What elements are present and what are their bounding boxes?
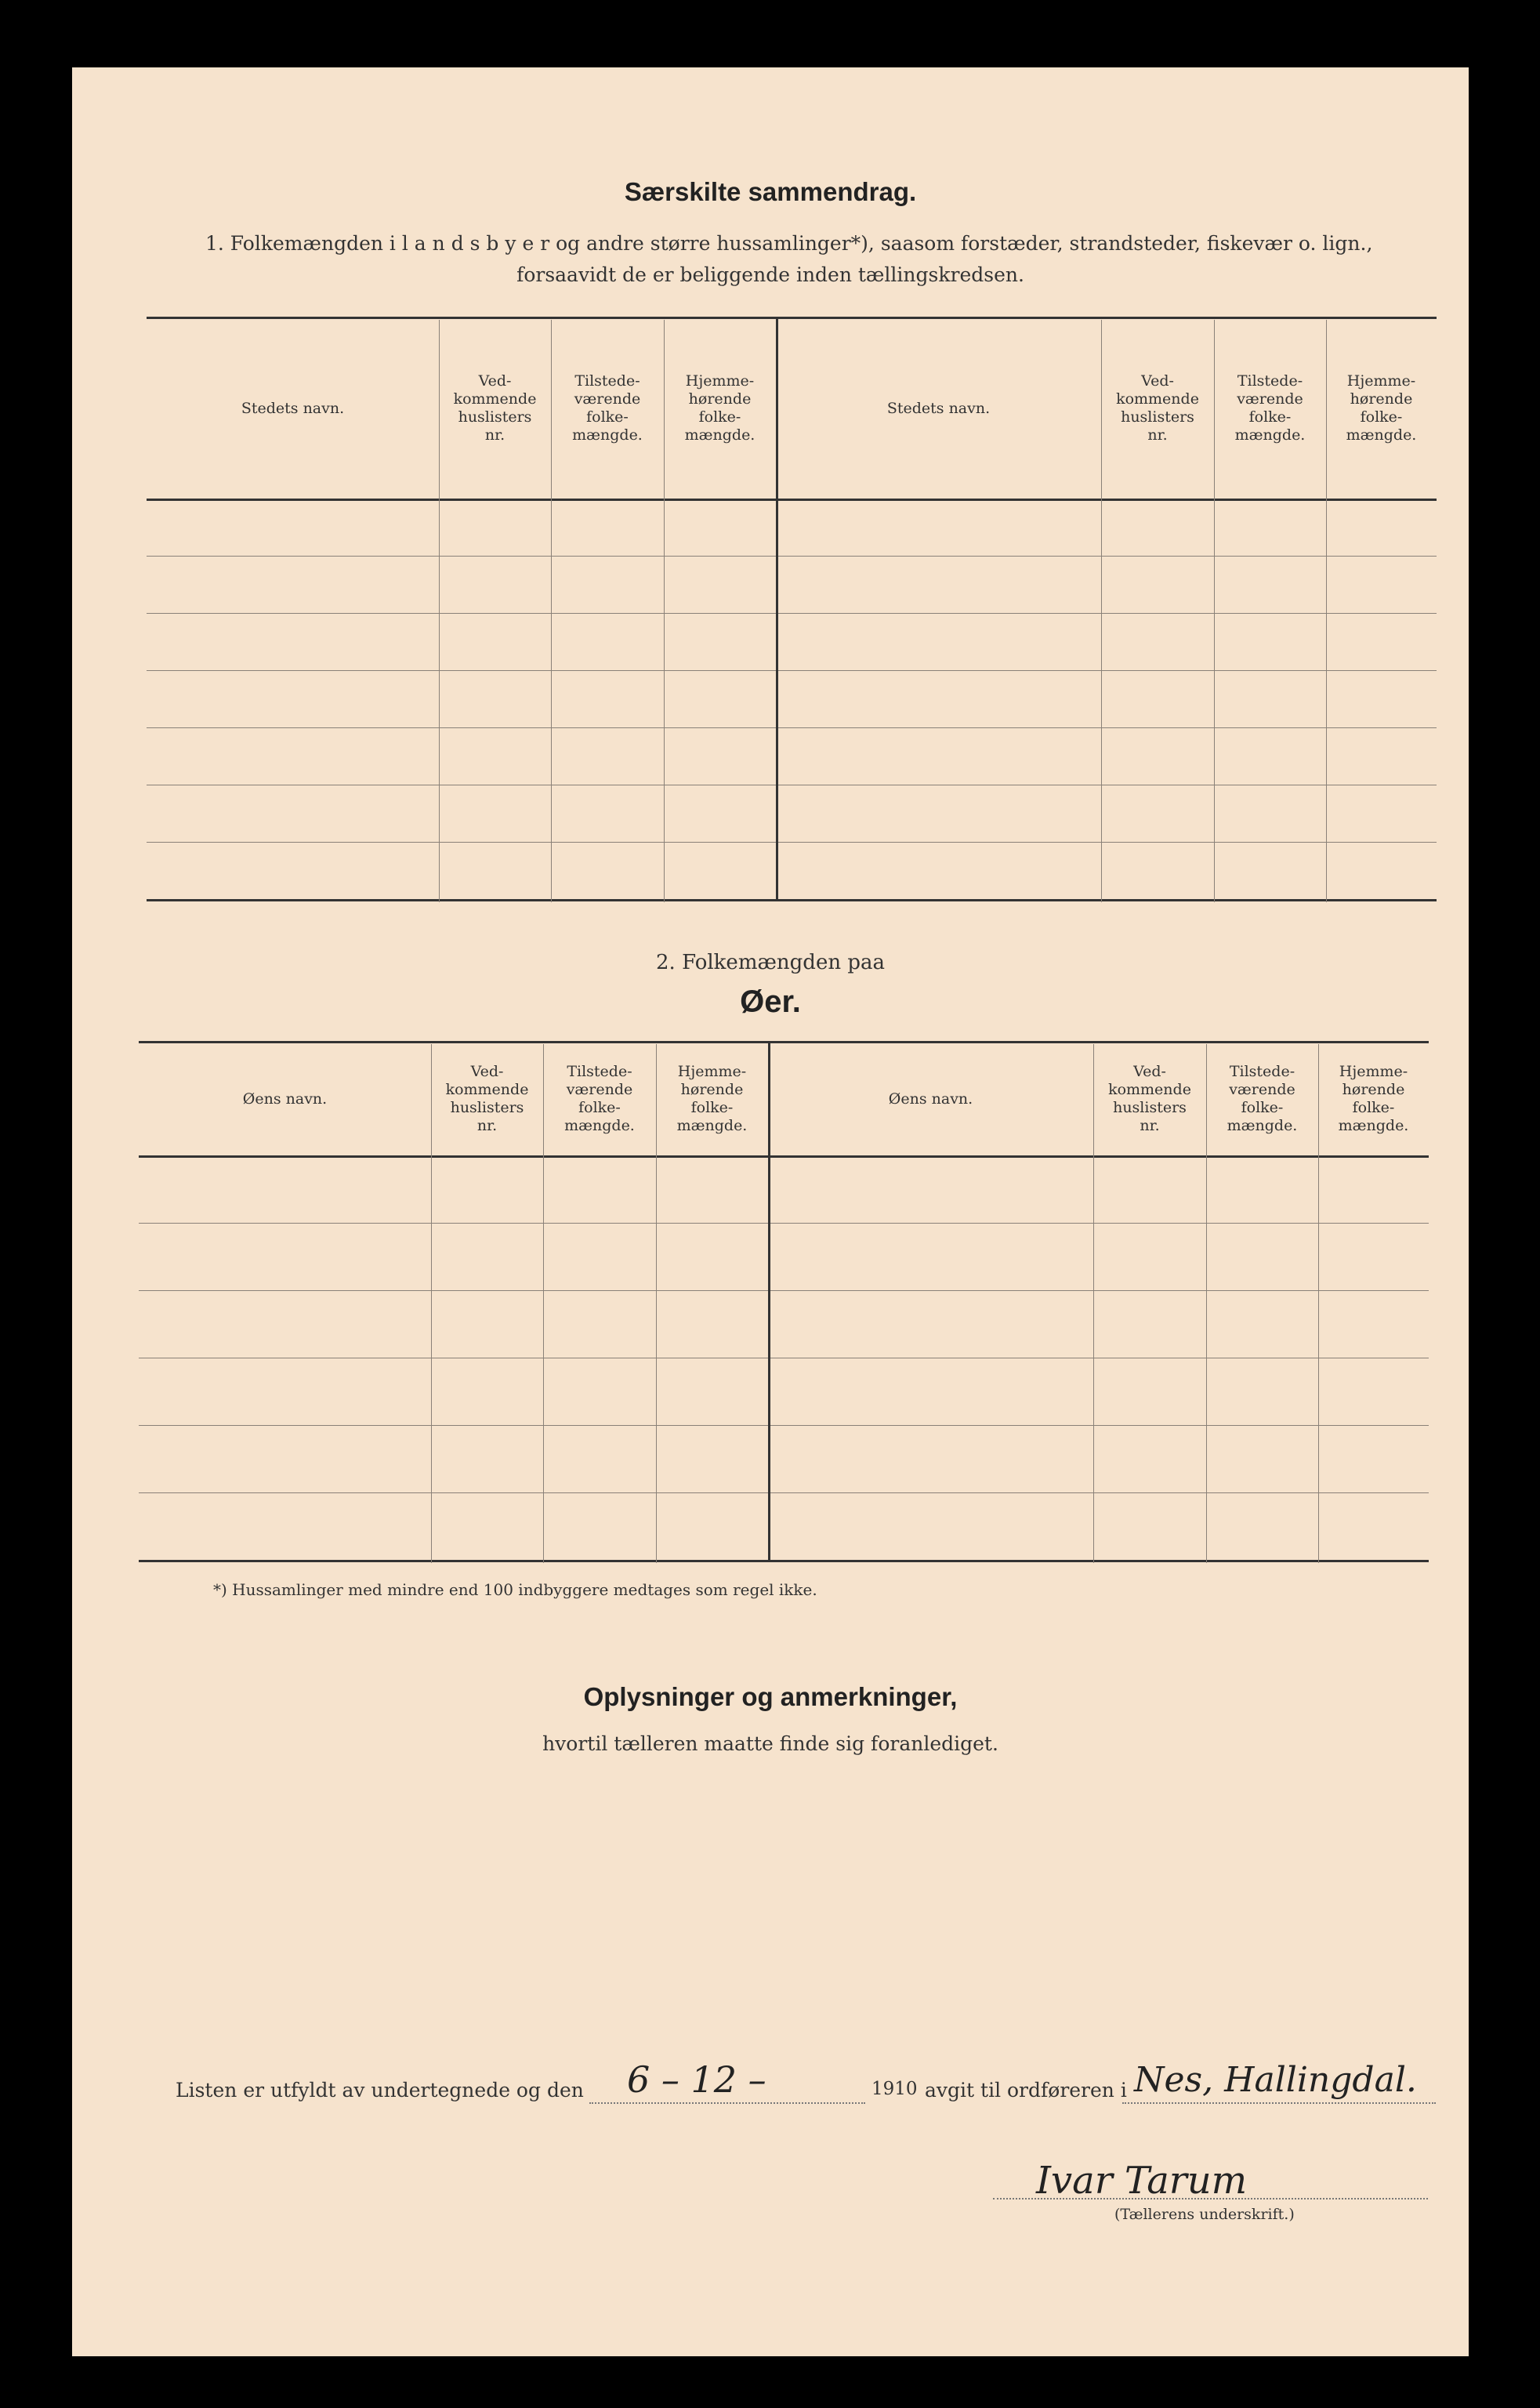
section2-table: [139, 1041, 1429, 1568]
place-handwritten: Nes, Hallingdal.: [1134, 2060, 1417, 2100]
table-header-cell: Hjemme- hørende folke- mængde.: [676, 1063, 748, 1134]
signature-middle: avgit til ordføreren i: [925, 2079, 1127, 2102]
table-header-cell: Hjemme- hørende folke- mængde.: [684, 372, 756, 444]
date-line: [589, 2102, 865, 2104]
table-header-cell: Tilstede- værende folke- mængde.: [564, 1063, 635, 1134]
table-header-cell: Tilstede- værende folke- mængde.: [1227, 1063, 1298, 1134]
section1-heading: Særskilte sammendrag.: [624, 177, 917, 206]
table-header-rule: [139, 1155, 1429, 1158]
footnote: *) Hussamlinger med mindre end 100 indbyggere medtages som regel ikke.: [213, 1580, 817, 1599]
table-bottom-rule: [139, 1560, 1429, 1562]
signature-caption: (Tællerens underskrift.): [1114, 2206, 1295, 2223]
table-row-rule: [139, 1223, 1429, 1224]
table-header-cell: Øens navn.: [888, 1090, 973, 1108]
table-header-cell: Ved- kommende huslisters nr.: [1116, 372, 1199, 444]
date-handwritten: 6 – 12 –: [627, 2058, 766, 2101]
signature-line: [993, 2198, 1428, 2199]
table-header-cell: Ved- kommende huslisters nr.: [1108, 1063, 1191, 1134]
table-header-cell: Stedets navn.: [241, 399, 345, 417]
table-row-rule: [139, 1290, 1429, 1291]
place-line: [1122, 2102, 1436, 2104]
table-row-rule: [147, 842, 1437, 843]
table-row-rule: [147, 670, 1437, 671]
section1-line2: forsaavidt de er beliggende inden tællingskredsen.: [516, 263, 1024, 286]
table-header-cell: Øens navn.: [242, 1090, 328, 1108]
table-header-cell: Hjemme- hørende folke- mængde.: [1346, 372, 1417, 444]
table-header-rule: [147, 499, 1437, 501]
table-header-cell: Ved- kommende huslisters nr.: [453, 372, 537, 444]
section2-line1: 2. Folkemængden paa: [656, 951, 885, 974]
remarks-heading: Oplysninger og anmerkninger,: [583, 1682, 958, 1711]
table-row-rule: [139, 1425, 1429, 1426]
section1-table: [147, 317, 1437, 900]
table-bottom-rule: [147, 899, 1437, 901]
signature-handwritten: Ivar Tarum: [1036, 2159, 1248, 2203]
section2-heading: Øer.: [740, 985, 801, 1019]
table-row-rule: [139, 1492, 1429, 1493]
table-header-cell: Ved- kommende huslisters nr.: [445, 1063, 529, 1134]
table-row-rule: [147, 556, 1437, 557]
section1-line1: 1. Folkemængden i l a n d s b y e r og andre større hussamlinger*), saasom forstæder, strandsteder, fiskevær o. lign.,: [205, 232, 1373, 255]
table-row-rule: [147, 727, 1437, 728]
table-header-cell: Hjemme- hørende folke- mængde.: [1338, 1063, 1409, 1134]
table-header-cell: Stedets navn.: [886, 399, 991, 417]
signature-year: 1910: [871, 2079, 918, 2099]
table-header-cell: Tilstede- værende folke- mængde.: [1234, 372, 1306, 444]
census-form-page: [72, 67, 1469, 2356]
table-top-rule: [139, 1041, 1429, 1043]
table-row-rule: [147, 613, 1437, 614]
table-header-cell: Tilstede- værende folke- mængde.: [572, 372, 643, 444]
remarks-subheading: hvortil tælleren maatte finde sig foranlediget.: [542, 1732, 998, 1755]
signature-prefix: Listen er utfyldt av undertegnede og den: [176, 2079, 584, 2102]
table-top-rule: [147, 317, 1437, 319]
